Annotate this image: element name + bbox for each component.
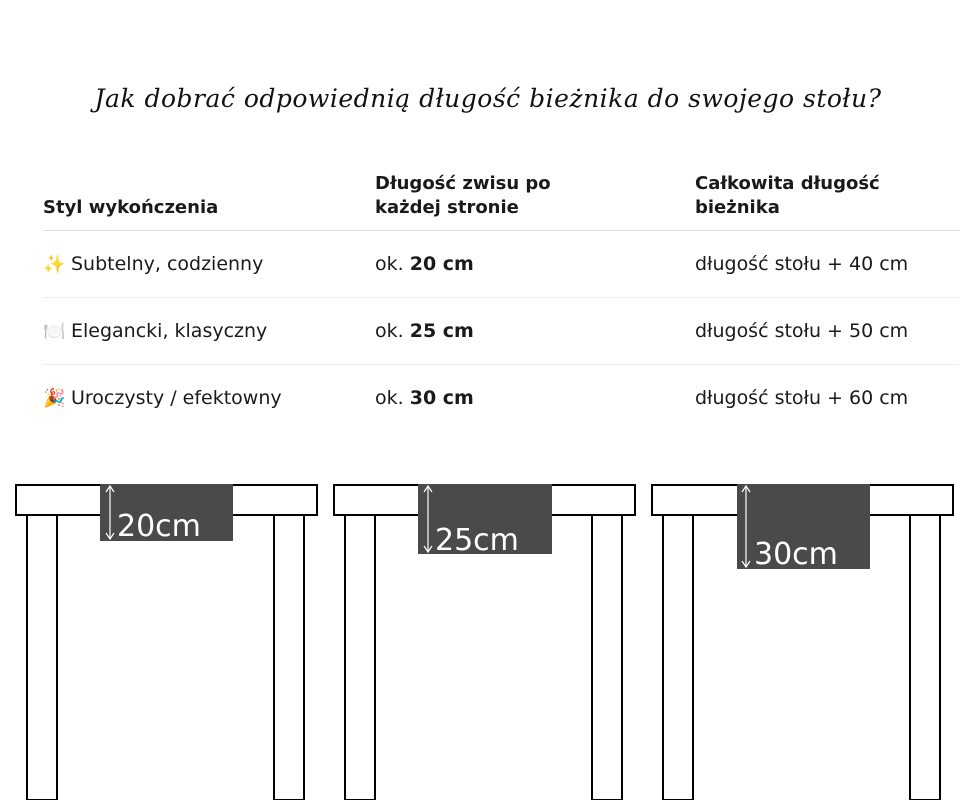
table-row	[43, 231, 959, 298]
party-popper-icon: 🎉	[43, 387, 66, 409]
total-cell: długość stołu + 40 cm	[695, 231, 959, 298]
left-leg	[663, 515, 693, 800]
table-diagram-20	[16, 484, 317, 800]
overhang-prefix: ok.	[375, 253, 404, 275]
style-cell	[43, 231, 375, 298]
table-row	[43, 298, 959, 365]
overhang-label: 20cm	[117, 509, 201, 544]
overhang-value: 30 cm	[409, 387, 474, 409]
table-header-row	[43, 168, 959, 231]
table-diagram-30	[652, 484, 953, 800]
sparkles-icon: ✨	[43, 253, 66, 275]
table-diagrams	[0, 478, 966, 800]
header-style: Styl wykończenia	[43, 168, 375, 231]
right-leg	[592, 515, 622, 800]
overhang-cell	[375, 231, 695, 298]
overhang-value: 25 cm	[409, 320, 474, 342]
plate-icon: 🍽️	[43, 320, 66, 342]
style-cell	[43, 365, 375, 432]
overhang-prefix: ok.	[375, 320, 404, 342]
left-leg	[345, 515, 375, 800]
overhang-label: 30cm	[754, 537, 838, 572]
style-label: Uroczysty / efektowny	[71, 386, 282, 409]
header-overhang: Długość zwisu po każdej stronie	[375, 168, 695, 231]
table-diagram-25	[334, 484, 635, 800]
style-cell	[43, 298, 375, 365]
style-label: Elegancki, klasyczny	[71, 319, 268, 342]
overhang-value: 20 cm	[409, 253, 474, 275]
table-row	[43, 365, 959, 432]
left-leg	[27, 515, 57, 800]
runner-length-table	[43, 168, 959, 431]
overhang-cell	[375, 298, 695, 365]
overhang-label: 25cm	[435, 523, 519, 558]
total-cell: długość stołu + 50 cm	[695, 298, 959, 365]
overhang-cell	[375, 365, 695, 432]
right-leg	[274, 515, 304, 800]
page-title: Jak dobrać odpowiednią długość bieżnika do swojego stołu?	[94, 84, 882, 113]
style-label: Subtelny, codzienny	[71, 252, 264, 275]
right-leg	[910, 515, 940, 800]
overhang-prefix: ok.	[375, 387, 404, 409]
total-cell: długość stołu + 60 cm	[695, 387, 909, 409]
header-total: Całkowita długość bieżnika	[695, 168, 959, 231]
